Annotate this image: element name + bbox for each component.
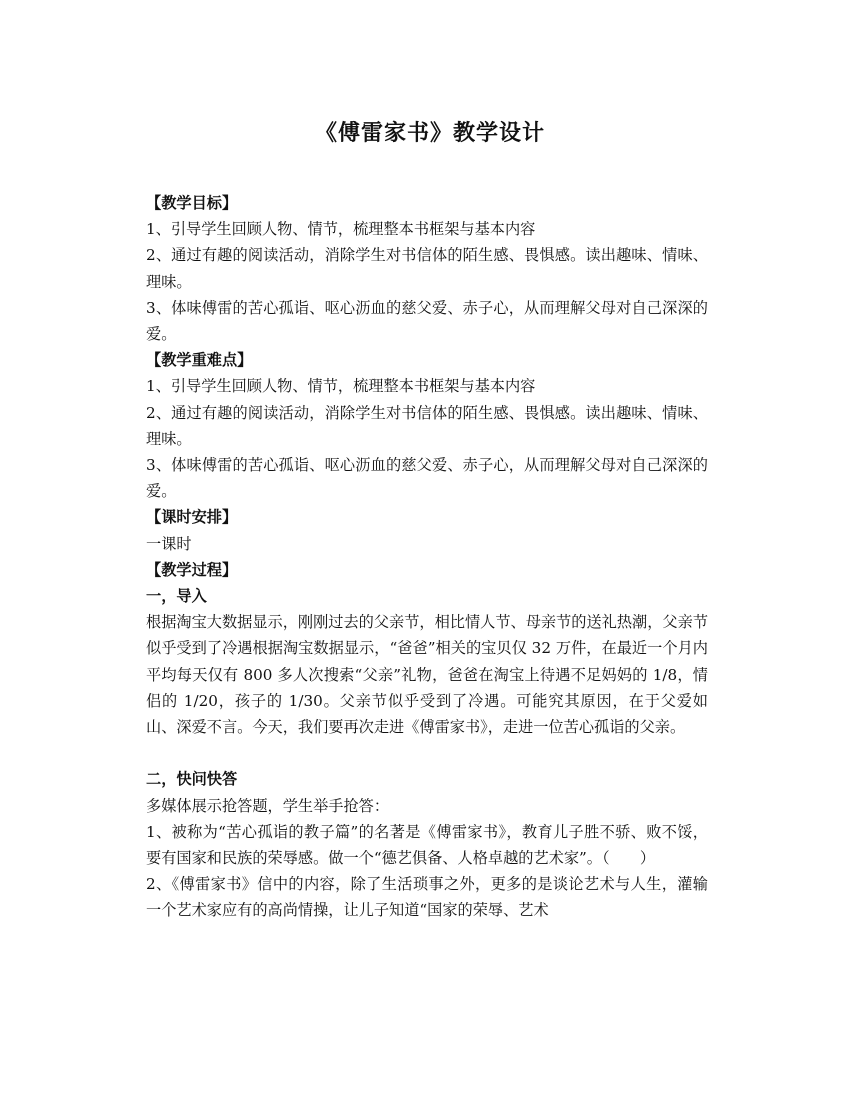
process-heading: 【教学过程】 <box>146 560 238 579</box>
objective-item: 2、通过有趣的阅读活动，消除学生对书信体的陌生感、畏惧感。读出趣味、情味、理味。 <box>146 246 708 291</box>
key-point-item: 3、体味傅雷的苦心孤诣、呕心沥血的慈父爱、赤子心，从而理解父母对自己深深的爱。 <box>146 456 708 501</box>
quiz-item: 1、被称为“苦心孤诣的教子篇”的名著是《傅雷家书》，教育儿子胜不骄、败不馁，要有国家和民族的荣辱感。做一个“德艺俱备、人格卓越的艺术家”。（ ） <box>146 822 708 868</box>
key-point-item: 2、通过有趣的阅读活动，消除学生对书信体的陌生感、畏惧感。读出趣味、情味、理味。 <box>146 403 708 448</box>
step1-heading: 一，导入 <box>146 587 207 606</box>
step2-heading: 二，快问快答 <box>146 770 238 789</box>
schedule-heading: 【课时安排】 <box>146 508 238 527</box>
step2-intro: 多媒体展示抢答题，学生举手抢答： <box>146 796 389 815</box>
key-points-heading: 【教学重难点】 <box>146 351 253 370</box>
key-point-item: 1、引导学生回顾人物、情节，梳理整本书框架与基本内容 <box>146 377 536 396</box>
objective-item: 3、体味傅雷的苦心孤诣、呕心沥血的慈父爱、赤子心，从而理解父母对自己深深的爱。 <box>146 298 708 344</box>
document-title: 《傅雷家书》教学设计 <box>314 120 545 146</box>
paragraph-spacer <box>146 740 708 766</box>
objective-item: 1、引导学生回顾人物、情节，梳理整本书框架与基本内容 <box>146 220 536 239</box>
schedule-text: 一课时 <box>146 534 192 553</box>
objectives-heading: 【教学目标】 <box>146 194 238 212</box>
quiz-item: 2、《傅雷家书》信中的内容，除了生活琐事之外，更多的是谈论艺术与人生，灌输一个艺术家应有的高尚情操，让儿子知道“国家的荣辱、艺术 <box>146 875 708 920</box>
document-body <box>146 190 708 924</box>
step1-text: 根据淘宝大数据显示，刚刚过去的父亲节，相比情人节、母亲节的送礼热潮，父亲节似乎受到了冷遇根据淘宝数据显示，“爸爸”相关的宝贝仅 32 万件，在最近一个月内平均每天仅有 800 多人次搜索“父亲”礼物，爸爸在淘宝上待遇不足妈妈的 1/8，情侣的 1/20，孩子的 1/30。父亲节似乎受到了冷遇。可能究其原因，在于父爱如山、深爱不言。今天，我们要再次走进《傅雷家书》，走进一位苦心孤诣的父亲。 <box>146 613 708 737</box>
